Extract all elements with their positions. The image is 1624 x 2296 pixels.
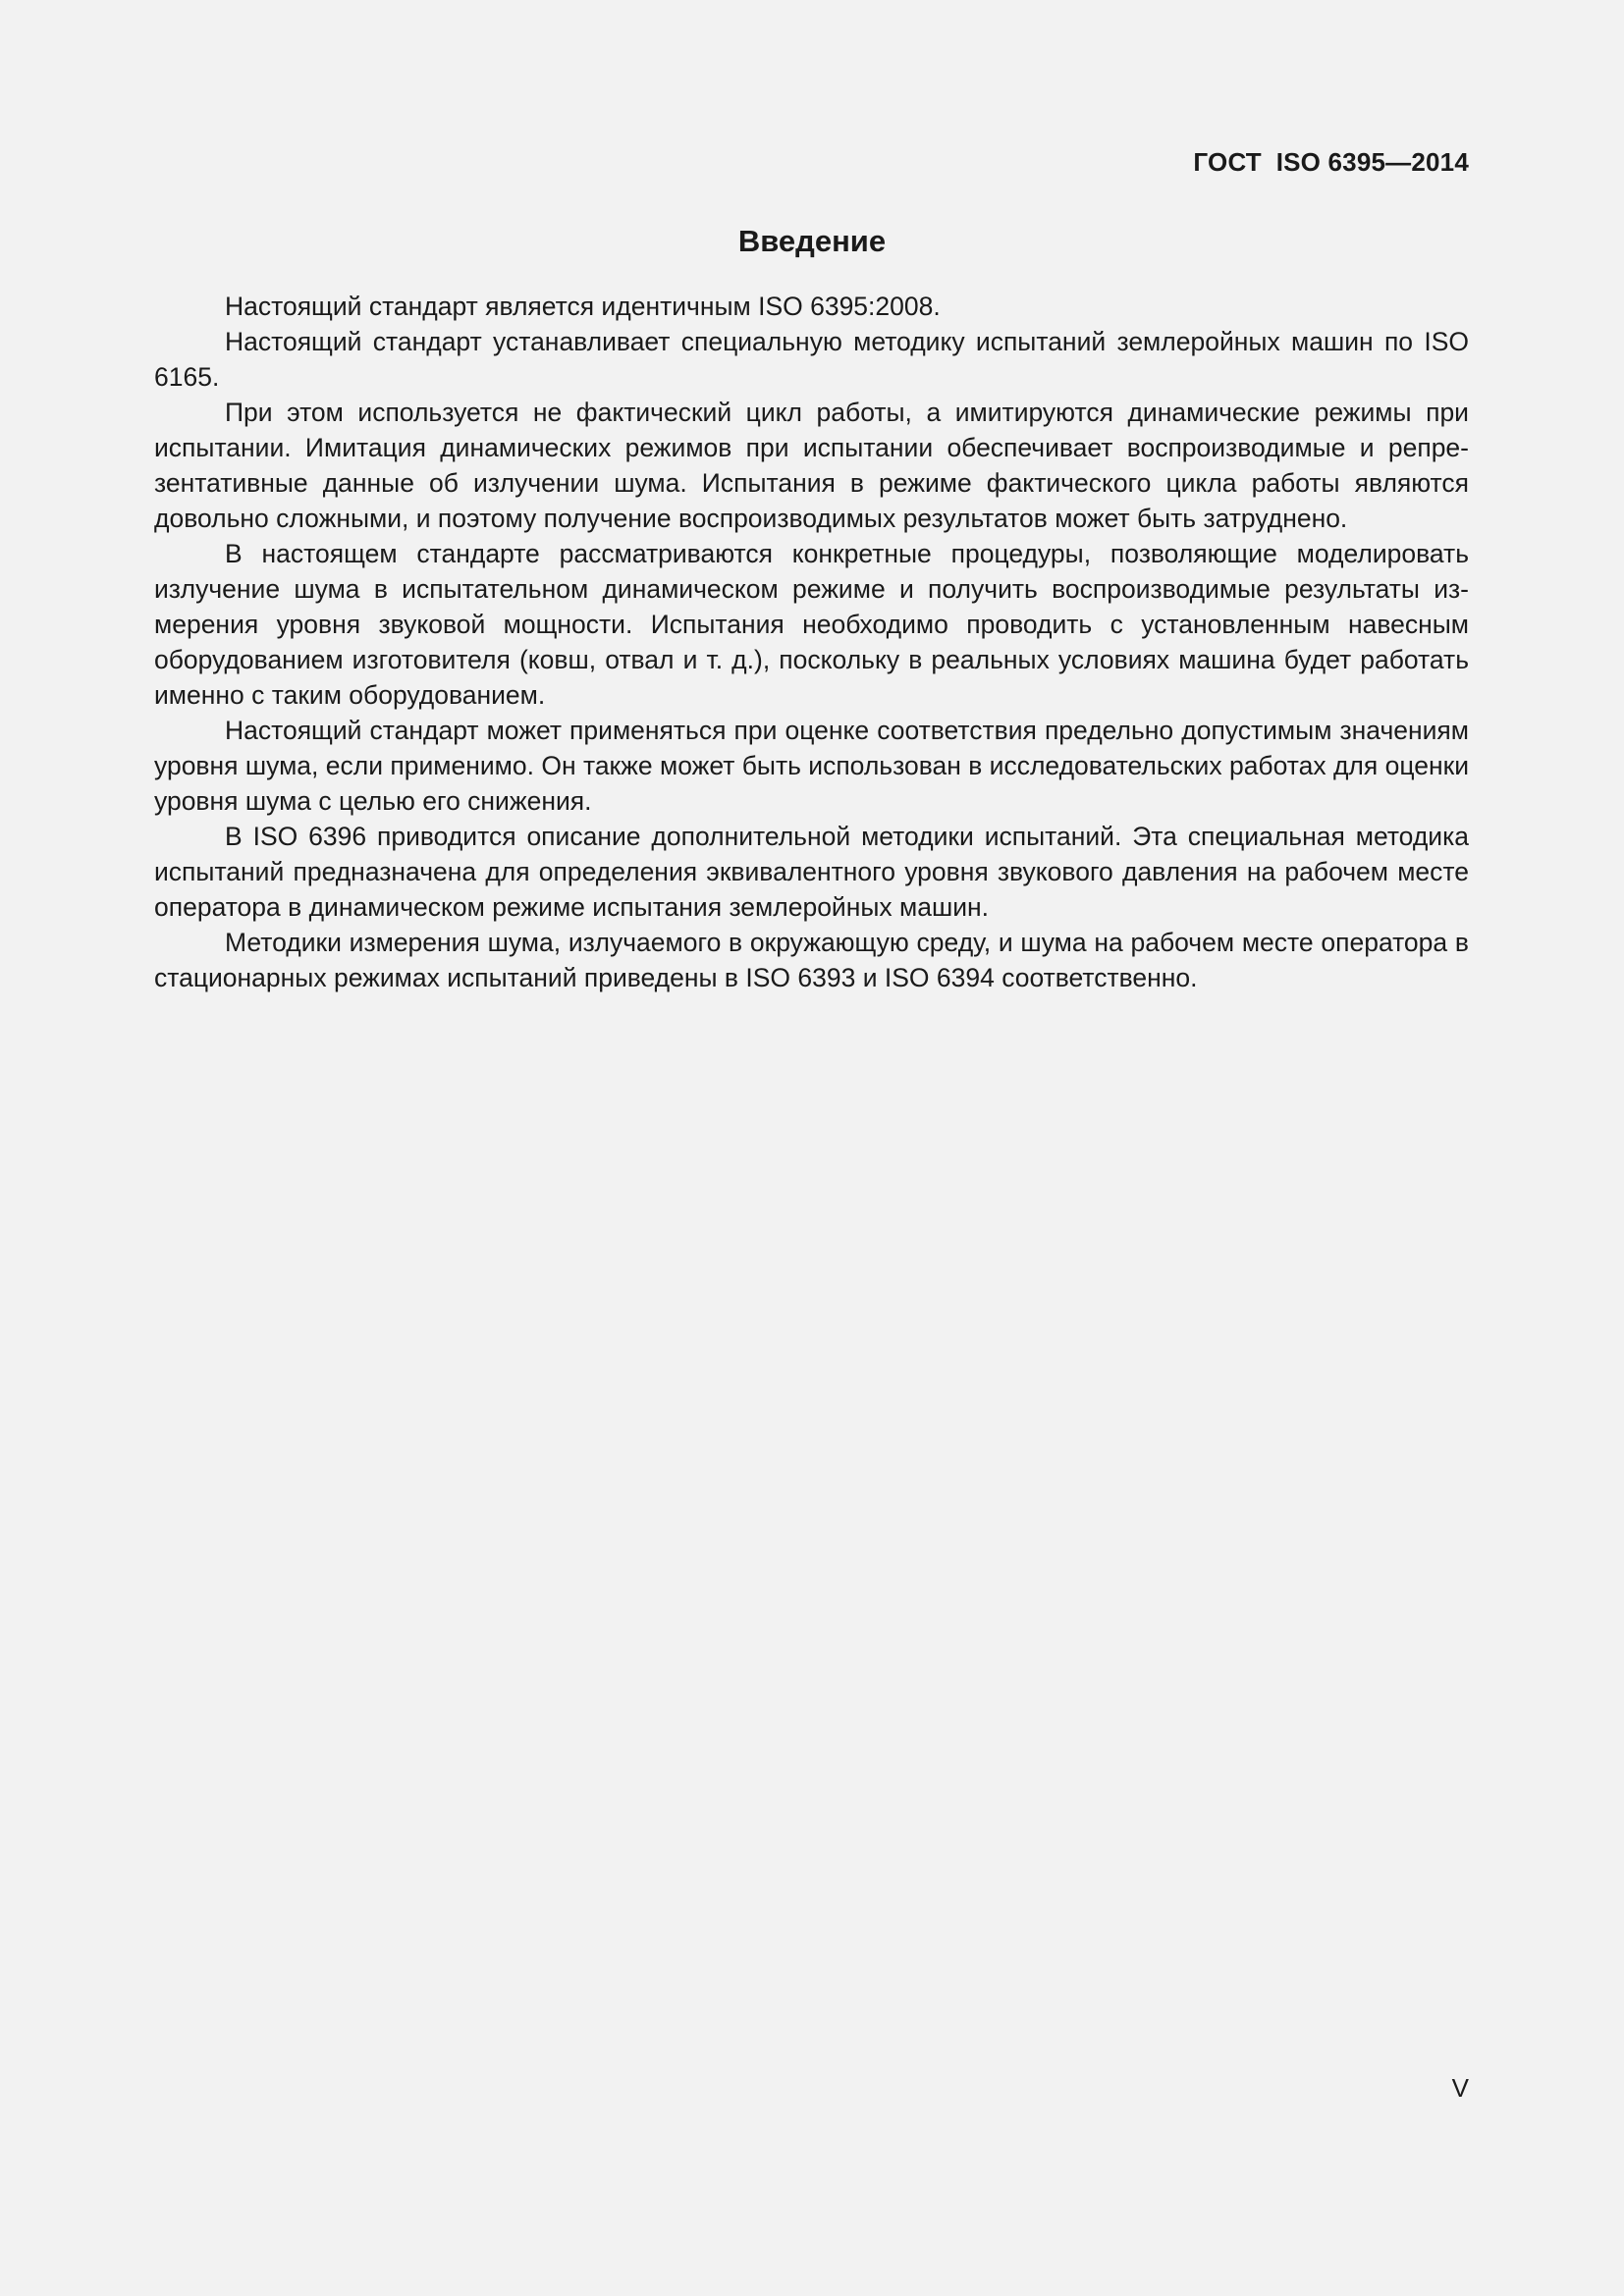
page-number: V (1451, 2073, 1469, 2103)
paragraph: В настоящем стандарте рассматриваются конкретные процедуры, позволяющие моделировать излучение шума в испытательном динамическом режиме и получить воспроизводимые результаты измерения уровня звуковой мощности. Испытания необходимо проводить с установленным навесным оборудованием изготовителя (ковш, отвал и т. д.), поскольку в реальных условиях машина будет работать именно с таким оборудованием. (154, 539, 1469, 710)
introduction-body (154, 289, 1469, 995)
paragraph: Настоящий стандарт может применяться при оценке соответствия предельно допустимым значениям уровня шума, если применимо. Он также может быть использован в исследовательских работах для оценки уровня шума с целью его снижения. (154, 716, 1469, 816)
paragraph: При этом используется не фактический цикл работы, а имитируются динамические режимы при испытании. Имитация динамических режимов при испытании обеспечивает воспроизводимые и репрезентативные данные об излучении шума. Испытания в режиме фактического цикла работы являются довольно сложными, и поэтому получение воспроизводимых результатов может быть затруднено. (154, 398, 1469, 533)
paragraph: Настоящий стандарт является идентичным ISO 6395:2008. (225, 292, 941, 321)
paragraph: В ISO 6396 приводится описание дополнительной методики испытаний. Эта специальная методика испытаний предназначена для определения эквивалентного уровня звукового давления на рабочем месте оператора в динамическом режиме испытания землеройных машин. (154, 822, 1469, 922)
document-code: ГОСТ ISO 6395—2014 (1193, 147, 1469, 177)
paragraph: Настоящий стандарт устанавливает специальную методику испытаний землеройных машин по ISO 6165. (154, 327, 1469, 392)
paragraph: Методики измерения шума, излучаемого в окружающую среду, и шума на рабочем месте оператора в стационарных режимах испытаний приведены в ISO 6393 и ISO 6394 соответственно. (154, 928, 1469, 992)
section-title: Введение (737, 224, 887, 258)
